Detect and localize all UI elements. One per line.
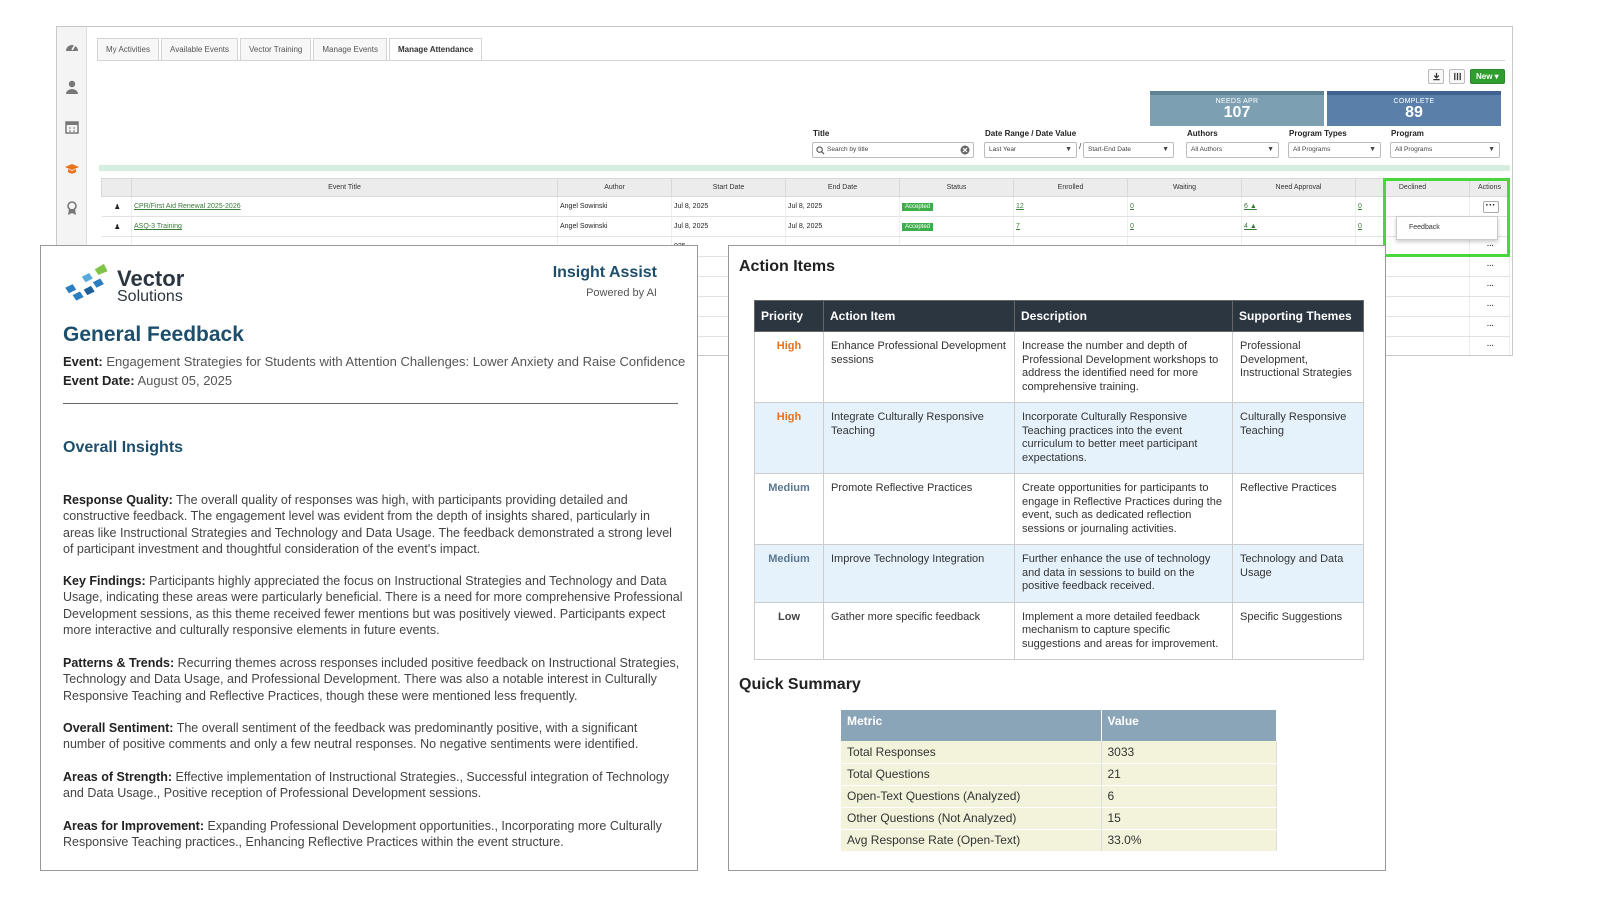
tab-bar bbox=[97, 38, 484, 60]
event-date-line bbox=[63, 373, 232, 388]
search-placeholder: Search by title bbox=[827, 146, 869, 153]
brand-name: Vector bbox=[117, 266, 185, 291]
column-header-metric: Metric bbox=[841, 710, 1101, 741]
tab-manage-events[interactable]: Manage Events bbox=[313, 38, 387, 60]
table-header-row bbox=[841, 710, 1276, 741]
action-item-cell: Improve Technology Integration bbox=[824, 545, 1015, 603]
caret-down-icon: ▼ bbox=[1369, 146, 1376, 153]
priority-cell: Low bbox=[755, 602, 824, 660]
vector-solutions-logo-icon bbox=[63, 262, 119, 308]
column-header-actions: Actions bbox=[1470, 179, 1510, 197]
column-header-need-approval[interactable]: Need Approval bbox=[1242, 179, 1356, 197]
needs-approval-count: 107 bbox=[1223, 104, 1251, 121]
overall-insights-heading: Overall Insights bbox=[63, 439, 184, 456]
action-item-cell: Integrate Culturally Responsive Teaching bbox=[824, 403, 1015, 474]
column-header-enrolled[interactable]: Enrolled bbox=[1014, 179, 1128, 197]
event-label: Event: bbox=[63, 354, 103, 369]
tab-manage-attendance[interactable]: Manage Attendance bbox=[389, 38, 482, 61]
authors-value: All Authors bbox=[1191, 146, 1223, 153]
status-cell bbox=[900, 217, 1014, 237]
insight-text: Expanding Professional Development opportunities., Incorporating more Culturally Responsive Teaching practices., Enhancing Reflective Practices within the event structure. bbox=[63, 819, 662, 850]
themes-cell: Reflective Practices bbox=[1233, 474, 1364, 545]
description-cell: Implement a more detailed feedback mechanism to capture specific suggestions and areas for improvement. bbox=[1015, 602, 1233, 660]
date-range-value: Last Year bbox=[989, 146, 1017, 153]
more-actions-button[interactable]: ··· bbox=[1470, 297, 1510, 317]
dashboard-icon[interactable] bbox=[63, 38, 81, 56]
person-icon: ♟ bbox=[102, 217, 132, 237]
authors-label: Authors bbox=[1187, 129, 1218, 138]
table-header-row bbox=[755, 301, 1364, 332]
event-line bbox=[63, 354, 685, 369]
caret-down-icon: ▼ bbox=[1162, 146, 1169, 153]
end-date-cell: Jul 8, 2025 bbox=[786, 217, 900, 237]
value-cell: 3033 bbox=[1101, 741, 1276, 763]
table-row bbox=[841, 741, 1276, 763]
clear-icon[interactable] bbox=[960, 145, 970, 155]
themes-cell: Professional Development, Instructional Strategies bbox=[1233, 332, 1364, 403]
end-date-select[interactable] bbox=[1083, 142, 1174, 158]
value-cell: 21 bbox=[1101, 763, 1276, 785]
powered-by-text: Powered by AI bbox=[586, 287, 657, 299]
insight-label: Patterns & Trends: bbox=[63, 656, 175, 670]
column-header-icon bbox=[102, 179, 132, 197]
waiting-link[interactable]: 0 bbox=[1128, 197, 1242, 217]
insight-label: Areas of Strength: bbox=[63, 770, 173, 784]
value-cell: 6 bbox=[1101, 785, 1276, 807]
download-icon bbox=[1432, 72, 1441, 81]
insight-label: Response Quality: bbox=[63, 493, 173, 507]
insight-text: The overall sentiment of the feedback was predominantly positive, with a significant number of positive comments and only a few neutral responses. No negative sentiments were identified. bbox=[63, 721, 639, 752]
table-header-row bbox=[102, 179, 1510, 197]
program-label: Program bbox=[1391, 129, 1424, 138]
action-items-report bbox=[728, 245, 1386, 871]
column-header-waiting[interactable]: Waiting bbox=[1128, 179, 1242, 197]
more-actions-button[interactable]: ··· bbox=[1470, 237, 1510, 257]
insight-paragraph bbox=[63, 655, 683, 704]
declined-link[interactable]: 0 bbox=[1356, 197, 1470, 217]
description-cell: Increase the number and depth of Professional Development workshops to address the identified need for more comprehensive training. bbox=[1015, 332, 1233, 403]
program-types-value: All Programs bbox=[1293, 146, 1331, 153]
more-actions-button[interactable]: ··· bbox=[1470, 277, 1510, 297]
status-badge: Accepted bbox=[902, 203, 933, 211]
quick-summary-heading: Quick Summary bbox=[739, 676, 861, 693]
insight-label: Overall Sentiment: bbox=[63, 721, 174, 735]
program-value: All Programs bbox=[1395, 146, 1433, 153]
column-header-declined[interactable]: Declined bbox=[1356, 179, 1470, 197]
feedback-menu-item[interactable]: Feedback bbox=[1396, 216, 1498, 240]
brand-sub: Solutions bbox=[117, 288, 183, 305]
need-approval-link[interactable]: 6 ▲ bbox=[1242, 197, 1356, 217]
insight-paragraph bbox=[63, 769, 683, 802]
author-cell: Angel Sowinski bbox=[558, 217, 672, 237]
needs-approval-label: NEEDS APR bbox=[1215, 98, 1259, 105]
calendar-icon[interactable] bbox=[63, 118, 81, 136]
metric-cell: Open-Text Questions (Analyzed) bbox=[841, 785, 1101, 807]
program-types-label: Program Types bbox=[1289, 129, 1347, 138]
column-header-priority: Priority bbox=[755, 301, 824, 332]
priority-cell: High bbox=[755, 403, 824, 474]
action-items-heading: Action Items bbox=[739, 258, 836, 275]
date-range-label: Date Range / Date Value bbox=[985, 129, 1077, 138]
waiting-link[interactable]: 0 bbox=[1128, 217, 1242, 237]
graduation-cap-icon[interactable] bbox=[63, 160, 81, 178]
complete-label: COMPLETE bbox=[1393, 98, 1435, 105]
table-row bbox=[755, 403, 1364, 474]
column-header-author[interactable]: Author bbox=[558, 179, 672, 197]
event-value: Engagement Strategies for Students with Attention Challenges: Lower Anxiety and Raise Confidence bbox=[106, 354, 686, 369]
search-icon bbox=[816, 146, 825, 155]
priority-cell: Medium bbox=[755, 545, 824, 603]
metric-cell: Other Questions (Not Analyzed) bbox=[841, 807, 1101, 829]
insight-text: The overall quality of responses was high, with participants providing detailed and constructive feedback. The engagement level was evident from the depth of insights shared, particularly in areas like Instructional Strategies and Technology and Data Usage. The feedback demonstrated a strong level of participant investment and thoughtful consideration of the event's impact. bbox=[63, 493, 672, 556]
metric-cell: Avg Response Rate (Open-Text) bbox=[841, 829, 1101, 851]
more-actions-button[interactable]: ··· bbox=[1470, 257, 1510, 277]
column-header-themes: Supporting Themes bbox=[1233, 301, 1364, 332]
more-actions-button[interactable]: ··· bbox=[1470, 317, 1510, 337]
insight-text: Recurring themes across responses included positive feedback on Instructional Strategies, Technology and Data Usage, and Professional Development. There was also a notable interest in Culturally Responsive Teaching and Reflective Practices, though these were mentioned less frequently. bbox=[63, 656, 680, 703]
new-button[interactable]: New ▾ bbox=[1470, 69, 1505, 84]
divider bbox=[63, 403, 678, 404]
insight-paragraph bbox=[63, 492, 683, 557]
start-date-cell: Jul 8, 2025 bbox=[672, 217, 786, 237]
table-row bbox=[841, 829, 1276, 851]
authors-select[interactable] bbox=[1186, 142, 1279, 158]
program-select[interactable] bbox=[1390, 142, 1500, 158]
column-header-value: Value bbox=[1101, 710, 1276, 741]
value-cell: 33.0% bbox=[1101, 829, 1276, 851]
caret-down-icon: ▼ bbox=[1267, 146, 1274, 153]
tab-my-activities[interactable]: My Activities bbox=[97, 38, 159, 60]
general-feedback-report bbox=[40, 245, 698, 871]
table-row bbox=[755, 602, 1364, 660]
author-cell: Angel Sowinski bbox=[558, 197, 672, 217]
column-header-description: Description bbox=[1015, 301, 1233, 332]
need-approval-link[interactable]: 4 ▲ bbox=[1242, 217, 1356, 237]
table-row bbox=[755, 545, 1364, 603]
priority-cell: High bbox=[755, 332, 824, 403]
table-row bbox=[841, 807, 1276, 829]
program-types-select[interactable] bbox=[1288, 142, 1381, 158]
action-items-table bbox=[754, 300, 1364, 660]
table-row bbox=[102, 217, 1510, 237]
insight-paragraph bbox=[63, 720, 683, 753]
column-header-start[interactable]: Start Date bbox=[672, 179, 786, 197]
status-cell bbox=[900, 197, 1014, 217]
tab-divider bbox=[97, 60, 1505, 61]
priority-cell: Medium bbox=[755, 474, 824, 545]
status-badge: Accepted bbox=[902, 223, 933, 231]
description-cell: Further enhance the use of technology and data in sessions to build on the positive feedback received. bbox=[1015, 545, 1233, 603]
themes-cell: Specific Suggestions bbox=[1233, 602, 1364, 660]
date-separator: / bbox=[1079, 142, 1082, 151]
declined-link[interactable]: 0 bbox=[1356, 217, 1470, 237]
title-filter-label: Title bbox=[813, 129, 830, 138]
download-button[interactable] bbox=[1428, 69, 1444, 84]
more-actions-button[interactable]: ··· bbox=[1483, 201, 1499, 213]
person-icon: ♟ bbox=[102, 197, 132, 217]
more-actions-button[interactable]: ··· bbox=[1470, 337, 1510, 357]
insight-label: Areas for Improvement: bbox=[63, 819, 205, 833]
insight-paragraph bbox=[63, 818, 683, 851]
value-cell: 15 bbox=[1101, 807, 1276, 829]
user-icon[interactable] bbox=[63, 78, 81, 96]
themes-cell: Culturally Responsive Teaching bbox=[1233, 403, 1364, 474]
table-row bbox=[841, 763, 1276, 785]
metric-cell: Total Questions bbox=[841, 763, 1101, 785]
event-date-value: August 05, 2025 bbox=[137, 373, 233, 388]
caret-down-icon: ▼ bbox=[1065, 146, 1072, 153]
insight-assist-title: Insight Assist bbox=[552, 264, 657, 281]
table-row bbox=[841, 785, 1276, 807]
insight-label: Key Findings: bbox=[63, 574, 146, 588]
insight-text: Effective implementation of Instructional Strategies., Successful integration of Technology and Data Usage., Positive reception of Professional Development sessions. bbox=[63, 770, 670, 801]
tab-vector-training[interactable]: Vector Training bbox=[240, 38, 311, 60]
insight-text: Participants highly appreciated the focus on Instructional Strategies and Technology and Data Usage, indicating these areas were particularly beneficial. There is a need for more comprehensive Professional Development sessions, as this theme received fewer mentions but was positively viewed. Participants expect more interactive and culturally responsive elements in future events. bbox=[63, 574, 683, 637]
progress-bar bbox=[99, 165, 1510, 171]
metric-cell: Total Responses bbox=[841, 741, 1101, 763]
themes-cell: Technology and Data Usage bbox=[1233, 545, 1364, 603]
action-item-cell: Gather more specific feedback bbox=[824, 602, 1015, 660]
start-date-cell: Jul 8, 2025 bbox=[672, 197, 786, 217]
complete-stat[interactable] bbox=[1327, 91, 1501, 126]
end-date-value: Start-End Date bbox=[1088, 146, 1131, 153]
award-icon[interactable] bbox=[63, 199, 81, 217]
title-search-input[interactable] bbox=[812, 142, 974, 158]
action-item-cell: Enhance Professional Development sessions bbox=[824, 332, 1015, 403]
description-cell: Create opportunities for participants to engage in Reflective Practices during the event, such as dedicated reflection sessions or journaling activities. bbox=[1015, 474, 1233, 545]
report-heading: General Feedback bbox=[63, 323, 244, 346]
event-date-label: Event Date: bbox=[63, 373, 135, 388]
column-header-title[interactable]: Event Title bbox=[132, 179, 558, 197]
column-header-action-item: Action Item bbox=[824, 301, 1015, 332]
description-cell: Incorporate Culturally Responsive Teaching practices into the event curriculum to better meet participant expectations. bbox=[1015, 403, 1233, 474]
columns-icon bbox=[1453, 72, 1462, 81]
table-row bbox=[755, 474, 1364, 545]
tab-available-events[interactable]: Available Events bbox=[161, 38, 238, 60]
needs-approval-stat[interactable] bbox=[1150, 91, 1324, 126]
date-range-select[interactable] bbox=[984, 142, 1077, 158]
complete-count: 89 bbox=[1405, 104, 1423, 121]
table-row bbox=[755, 332, 1364, 403]
enrolled-link[interactable]: 7 bbox=[1014, 217, 1128, 237]
table-row bbox=[102, 197, 1510, 217]
insight-paragraph bbox=[63, 573, 683, 638]
column-header-status[interactable]: Status bbox=[900, 179, 1014, 197]
end-date-cell: Jul 8, 2025 bbox=[786, 197, 900, 217]
quick-summary-table bbox=[841, 710, 1277, 852]
action-item-cell: Promote Reflective Practices bbox=[824, 474, 1015, 545]
caret-down-icon: ▼ bbox=[1488, 146, 1495, 153]
event-title-link[interactable]: CPR/First Aid Renewal 2025-2026 bbox=[132, 197, 558, 217]
event-title-link[interactable]: ASQ-3 Training bbox=[132, 217, 558, 237]
columns-button[interactable] bbox=[1449, 69, 1465, 84]
column-header-end[interactable]: End Date bbox=[786, 179, 900, 197]
enrolled-link[interactable]: 12 bbox=[1014, 197, 1128, 217]
